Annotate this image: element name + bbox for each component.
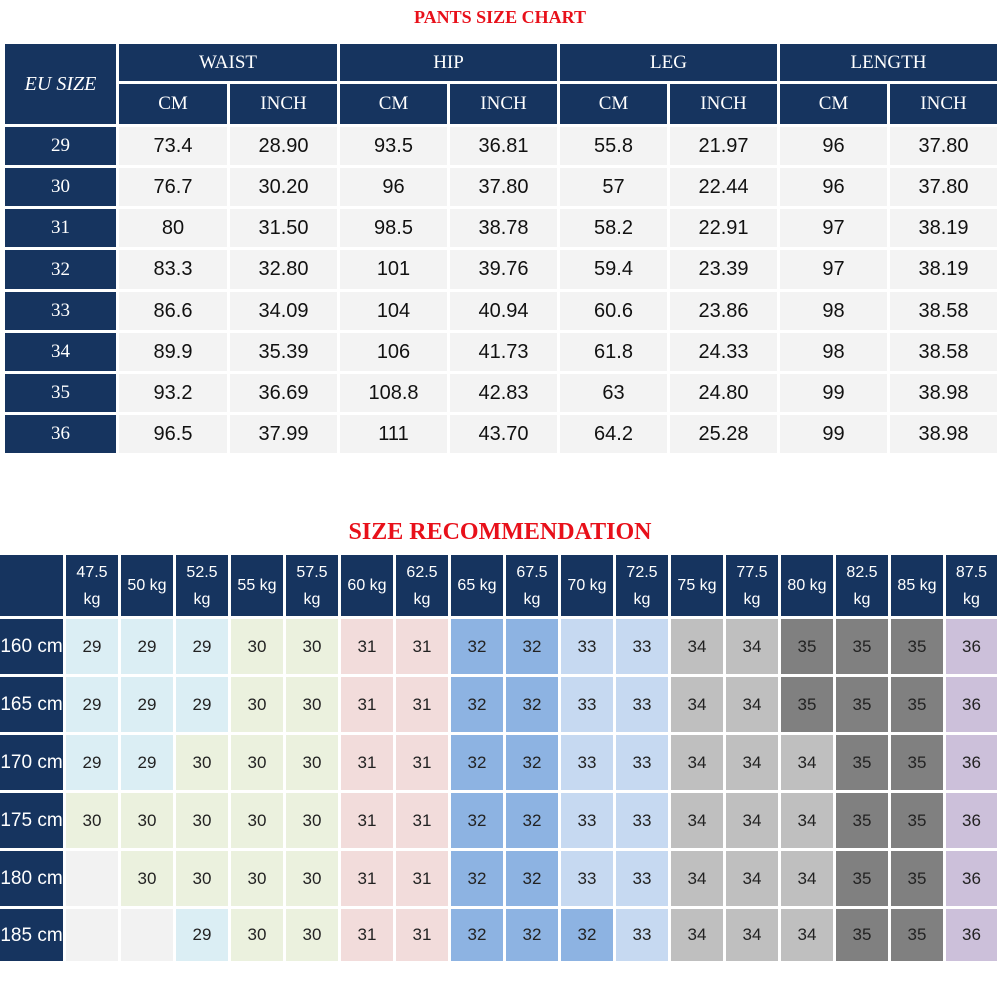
measurement-cell: 24.33	[670, 333, 777, 371]
eu-size-cell: 34	[5, 333, 116, 371]
recommended-size-cell: 29	[176, 677, 228, 732]
measurement-cell: 99	[780, 374, 887, 412]
measurement-cell: 38.98	[890, 374, 997, 412]
measurement-cell: 37.80	[450, 168, 557, 206]
recommended-size-cell: 31	[396, 735, 448, 790]
recommended-size-cell: 35	[836, 909, 888, 961]
recommended-size-cell: 34	[726, 735, 778, 790]
weight-header: 60 kg	[341, 555, 393, 616]
unit-header: INCH	[670, 84, 777, 124]
measurement-cell: 31.50	[230, 209, 337, 247]
corner-cell	[0, 555, 63, 616]
height-header: 160 cm	[0, 619, 63, 674]
unit-header: CM	[119, 84, 227, 124]
recommended-size-cell: 31	[341, 909, 393, 961]
measurement-cell: 96	[780, 168, 887, 206]
measurement-cell: 106	[340, 333, 447, 371]
group-header: HIP	[340, 44, 557, 81]
height-header: 170 cm	[0, 735, 63, 790]
recommended-size-cell: 34	[781, 735, 833, 790]
recommended-size-cell: 36	[946, 677, 997, 732]
recommended-size-cell: 36	[946, 909, 997, 961]
recommended-size-cell: 33	[561, 735, 613, 790]
measurement-cell: 23.39	[670, 250, 777, 289]
recommended-size-cell: 34	[726, 851, 778, 906]
eu-size-cell: 36	[5, 415, 116, 453]
measurement-cell: 22.91	[670, 209, 777, 247]
recommended-size-cell: 30	[286, 851, 338, 906]
recommended-size-cell: 30	[121, 851, 173, 906]
measurement-cell: 34.09	[230, 292, 337, 330]
recommended-size-cell: 34	[726, 677, 778, 732]
recommended-size-cell: 35	[836, 735, 888, 790]
measurement-cell: 108.8	[340, 374, 447, 412]
recommended-size-cell	[66, 909, 118, 961]
recommended-size-cell: 32	[506, 851, 558, 906]
recommended-size-cell: 33	[616, 735, 668, 790]
recommended-size-cell: 30	[121, 793, 173, 848]
recommended-size-cell: 34	[726, 793, 778, 848]
measurement-cell: 37.99	[230, 415, 337, 453]
recommended-size-cell: 32	[451, 909, 503, 961]
recommended-size-cell: 32	[506, 619, 558, 674]
measurement-cell: 38.58	[890, 292, 997, 330]
recommended-size-cell: 35	[836, 619, 888, 674]
recommended-size-cell: 34	[671, 793, 723, 848]
weight-header: 72.5 kg	[616, 555, 668, 616]
measurement-cell: 41.73	[450, 333, 557, 371]
height-header: 180 cm	[0, 851, 63, 906]
recommended-size-cell: 34	[671, 735, 723, 790]
recommended-size-cell: 36	[946, 793, 997, 848]
eu-size-cell: 35	[5, 374, 116, 412]
measurement-cell: 40.94	[450, 292, 557, 330]
measurement-cell: 37.80	[890, 168, 997, 206]
recommended-size-cell: 34	[671, 909, 723, 961]
recommended-size-cell: 30	[176, 735, 228, 790]
weight-header: 65 kg	[451, 555, 503, 616]
measurement-cell: 25.28	[670, 415, 777, 453]
measurement-cell: 89.9	[119, 333, 227, 371]
measurement-cell: 73.4	[119, 127, 227, 165]
recommended-size-cell: 35	[891, 735, 943, 790]
weight-header: 75 kg	[671, 555, 723, 616]
weight-header: 82.5 kg	[836, 555, 888, 616]
recommended-size-cell: 29	[121, 619, 173, 674]
measurement-cell: 38.19	[890, 250, 997, 289]
measurement-cell: 36.69	[230, 374, 337, 412]
recommended-size-cell: 31	[341, 735, 393, 790]
recommended-size-cell: 31	[341, 677, 393, 732]
recommended-size-cell: 31	[396, 793, 448, 848]
weight-header: 62.5 kg	[396, 555, 448, 616]
measurement-cell: 60.6	[560, 292, 667, 330]
group-header: LENGTH	[780, 44, 997, 81]
group-header: WAIST	[119, 44, 337, 81]
measurement-cell: 43.70	[450, 415, 557, 453]
recommended-size-cell: 33	[561, 619, 613, 674]
measurement-cell: 93.5	[340, 127, 447, 165]
recommended-size-cell: 36	[946, 735, 997, 790]
measurement-cell: 64.2	[560, 415, 667, 453]
recommended-size-cell	[66, 851, 118, 906]
size-recommendation-title: SIZE RECOMMENDATION	[348, 519, 652, 545]
recommended-size-cell: 33	[561, 677, 613, 732]
recommended-size-cell: 36	[946, 851, 997, 906]
measurement-cell: 101	[340, 250, 447, 289]
eu-size-cell: 32	[5, 250, 116, 289]
measurement-cell: 111	[340, 415, 447, 453]
recommended-size-cell: 35	[836, 793, 888, 848]
unit-header: INCH	[450, 84, 557, 124]
measurement-cell: 97	[780, 250, 887, 289]
recommended-size-cell: 32	[451, 677, 503, 732]
recommended-size-cell: 34	[781, 793, 833, 848]
recommended-size-cell: 31	[341, 851, 393, 906]
measurement-cell: 99	[780, 415, 887, 453]
recommended-size-cell: 34	[726, 619, 778, 674]
recommended-size-cell: 30	[286, 735, 338, 790]
measurement-cell: 32.80	[230, 250, 337, 289]
measurement-cell: 96	[780, 127, 887, 165]
recommended-size-cell: 29	[121, 677, 173, 732]
measurement-cell: 98.5	[340, 209, 447, 247]
recommended-size-cell: 30	[286, 677, 338, 732]
recommended-size-cell: 30	[66, 793, 118, 848]
recommended-size-cell: 31	[396, 677, 448, 732]
recommended-size-cell: 32	[451, 735, 503, 790]
eu-size-cell: 29	[5, 127, 116, 165]
recommended-size-cell: 34	[781, 851, 833, 906]
weight-header: 87.5 kg	[946, 555, 997, 616]
recommended-size-cell: 33	[616, 909, 668, 961]
recommended-size-cell: 35	[781, 677, 833, 732]
recommended-size-cell: 34	[671, 619, 723, 674]
recommended-size-cell	[121, 909, 173, 961]
recommended-size-cell: 34	[781, 909, 833, 961]
height-header: 175 cm	[0, 793, 63, 848]
recommended-size-cell: 33	[616, 677, 668, 732]
recommended-size-cell: 34	[671, 677, 723, 732]
weight-header: 80 kg	[781, 555, 833, 616]
measurement-cell: 98	[780, 333, 887, 371]
measurement-cell: 38.78	[450, 209, 557, 247]
measurement-cell: 76.7	[119, 168, 227, 206]
measurement-cell: 38.19	[890, 209, 997, 247]
recommended-size-cell: 30	[231, 793, 283, 848]
recommended-size-cell: 31	[396, 619, 448, 674]
recommended-size-cell: 35	[891, 793, 943, 848]
recommended-size-cell: 31	[396, 851, 448, 906]
recommended-size-cell: 31	[396, 909, 448, 961]
unit-header: CM	[780, 84, 887, 124]
eu-size-cell: 31	[5, 209, 116, 247]
unit-header: INCH	[230, 84, 337, 124]
recommended-size-cell: 32	[506, 793, 558, 848]
measurement-cell: 80	[119, 209, 227, 247]
recommended-size-cell: 30	[176, 851, 228, 906]
recommended-size-cell: 33	[561, 793, 613, 848]
recommended-size-cell: 35	[891, 909, 943, 961]
height-header: 165 cm	[0, 677, 63, 732]
measurement-cell: 28.90	[230, 127, 337, 165]
measurement-cell: 59.4	[560, 250, 667, 289]
measurement-cell: 22.44	[670, 168, 777, 206]
recommended-size-cell: 32	[451, 851, 503, 906]
recommended-size-cell: 35	[891, 619, 943, 674]
recommended-size-cell: 32	[451, 619, 503, 674]
weight-header: 67.5 kg	[506, 555, 558, 616]
measurement-cell: 23.86	[670, 292, 777, 330]
weight-header: 52.5 kg	[176, 555, 228, 616]
measurement-cell: 104	[340, 292, 447, 330]
measurement-cell: 86.6	[119, 292, 227, 330]
recommended-size-cell: 29	[176, 909, 228, 961]
measurement-cell: 93.2	[119, 374, 227, 412]
measurement-cell: 96	[340, 168, 447, 206]
recommended-size-cell: 35	[781, 619, 833, 674]
recommended-size-cell: 30	[176, 793, 228, 848]
measurement-cell: 36.81	[450, 127, 557, 165]
measurement-cell: 37.80	[890, 127, 997, 165]
weight-header: 70 kg	[561, 555, 613, 616]
recommended-size-cell: 32	[506, 909, 558, 961]
measurement-cell: 96.5	[119, 415, 227, 453]
measurement-cell: 98	[780, 292, 887, 330]
measurement-cell: 57	[560, 168, 667, 206]
recommended-size-cell: 32	[451, 793, 503, 848]
measurement-cell: 58.2	[560, 209, 667, 247]
recommended-size-cell: 35	[836, 677, 888, 732]
measurement-cell: 83.3	[119, 250, 227, 289]
recommended-size-cell: 30	[231, 735, 283, 790]
weight-header: 55 kg	[231, 555, 283, 616]
eu-size-cell: 33	[5, 292, 116, 330]
recommended-size-cell: 30	[231, 851, 283, 906]
measurement-cell: 39.76	[450, 250, 557, 289]
recommended-size-cell: 33	[616, 851, 668, 906]
measurement-cell: 35.39	[230, 333, 337, 371]
recommended-size-cell: 33	[616, 793, 668, 848]
eu-size-header: EU SIZE	[5, 44, 116, 124]
measurement-cell: 30.20	[230, 168, 337, 206]
recommended-size-cell: 34	[726, 909, 778, 961]
measurement-cell: 61.8	[560, 333, 667, 371]
size-chart-title: PANTS SIZE CHART	[413, 7, 587, 27]
measurement-cell: 63	[560, 374, 667, 412]
weight-header: 85 kg	[891, 555, 943, 616]
eu-size-cell: 30	[5, 168, 116, 206]
measurement-cell: 21.97	[670, 127, 777, 165]
group-header: LEG	[560, 44, 777, 81]
recommended-size-cell: 30	[231, 677, 283, 732]
weight-header: 57.5 kg	[286, 555, 338, 616]
measurement-cell: 38.58	[890, 333, 997, 371]
measurement-cell: 55.8	[560, 127, 667, 165]
recommended-size-cell: 29	[66, 619, 118, 674]
recommended-size-cell: 35	[891, 851, 943, 906]
recommended-size-cell: 30	[286, 793, 338, 848]
measurement-cell: 42.83	[450, 374, 557, 412]
unit-header: CM	[340, 84, 447, 124]
recommended-size-cell: 32	[506, 677, 558, 732]
recommended-size-cell: 30	[231, 619, 283, 674]
recommended-size-cell: 33	[616, 619, 668, 674]
recommended-size-cell: 35	[891, 677, 943, 732]
recommended-size-cell: 30	[286, 619, 338, 674]
measurement-cell: 97	[780, 209, 887, 247]
unit-header: INCH	[890, 84, 997, 124]
unit-header: CM	[560, 84, 667, 124]
recommended-size-cell: 36	[946, 619, 997, 674]
recommended-size-cell: 29	[66, 677, 118, 732]
recommended-size-cell: 30	[231, 909, 283, 961]
recommended-size-cell: 30	[286, 909, 338, 961]
recommended-size-cell: 31	[341, 793, 393, 848]
recommended-size-cell: 29	[176, 619, 228, 674]
recommended-size-cell: 31	[341, 619, 393, 674]
recommended-size-cell: 34	[671, 851, 723, 906]
recommended-size-cell: 35	[836, 851, 888, 906]
weight-header: 50 kg	[121, 555, 173, 616]
recommended-size-cell: 32	[561, 909, 613, 961]
weight-header: 77.5 kg	[726, 555, 778, 616]
height-header: 185 cm	[0, 909, 63, 961]
weight-header: 47.5 kg	[66, 555, 118, 616]
recommended-size-cell: 29	[66, 735, 118, 790]
recommended-size-cell: 33	[561, 851, 613, 906]
measurement-cell: 24.80	[670, 374, 777, 412]
measurement-cell: 38.98	[890, 415, 997, 453]
recommended-size-cell: 29	[121, 735, 173, 790]
recommended-size-cell: 32	[506, 735, 558, 790]
